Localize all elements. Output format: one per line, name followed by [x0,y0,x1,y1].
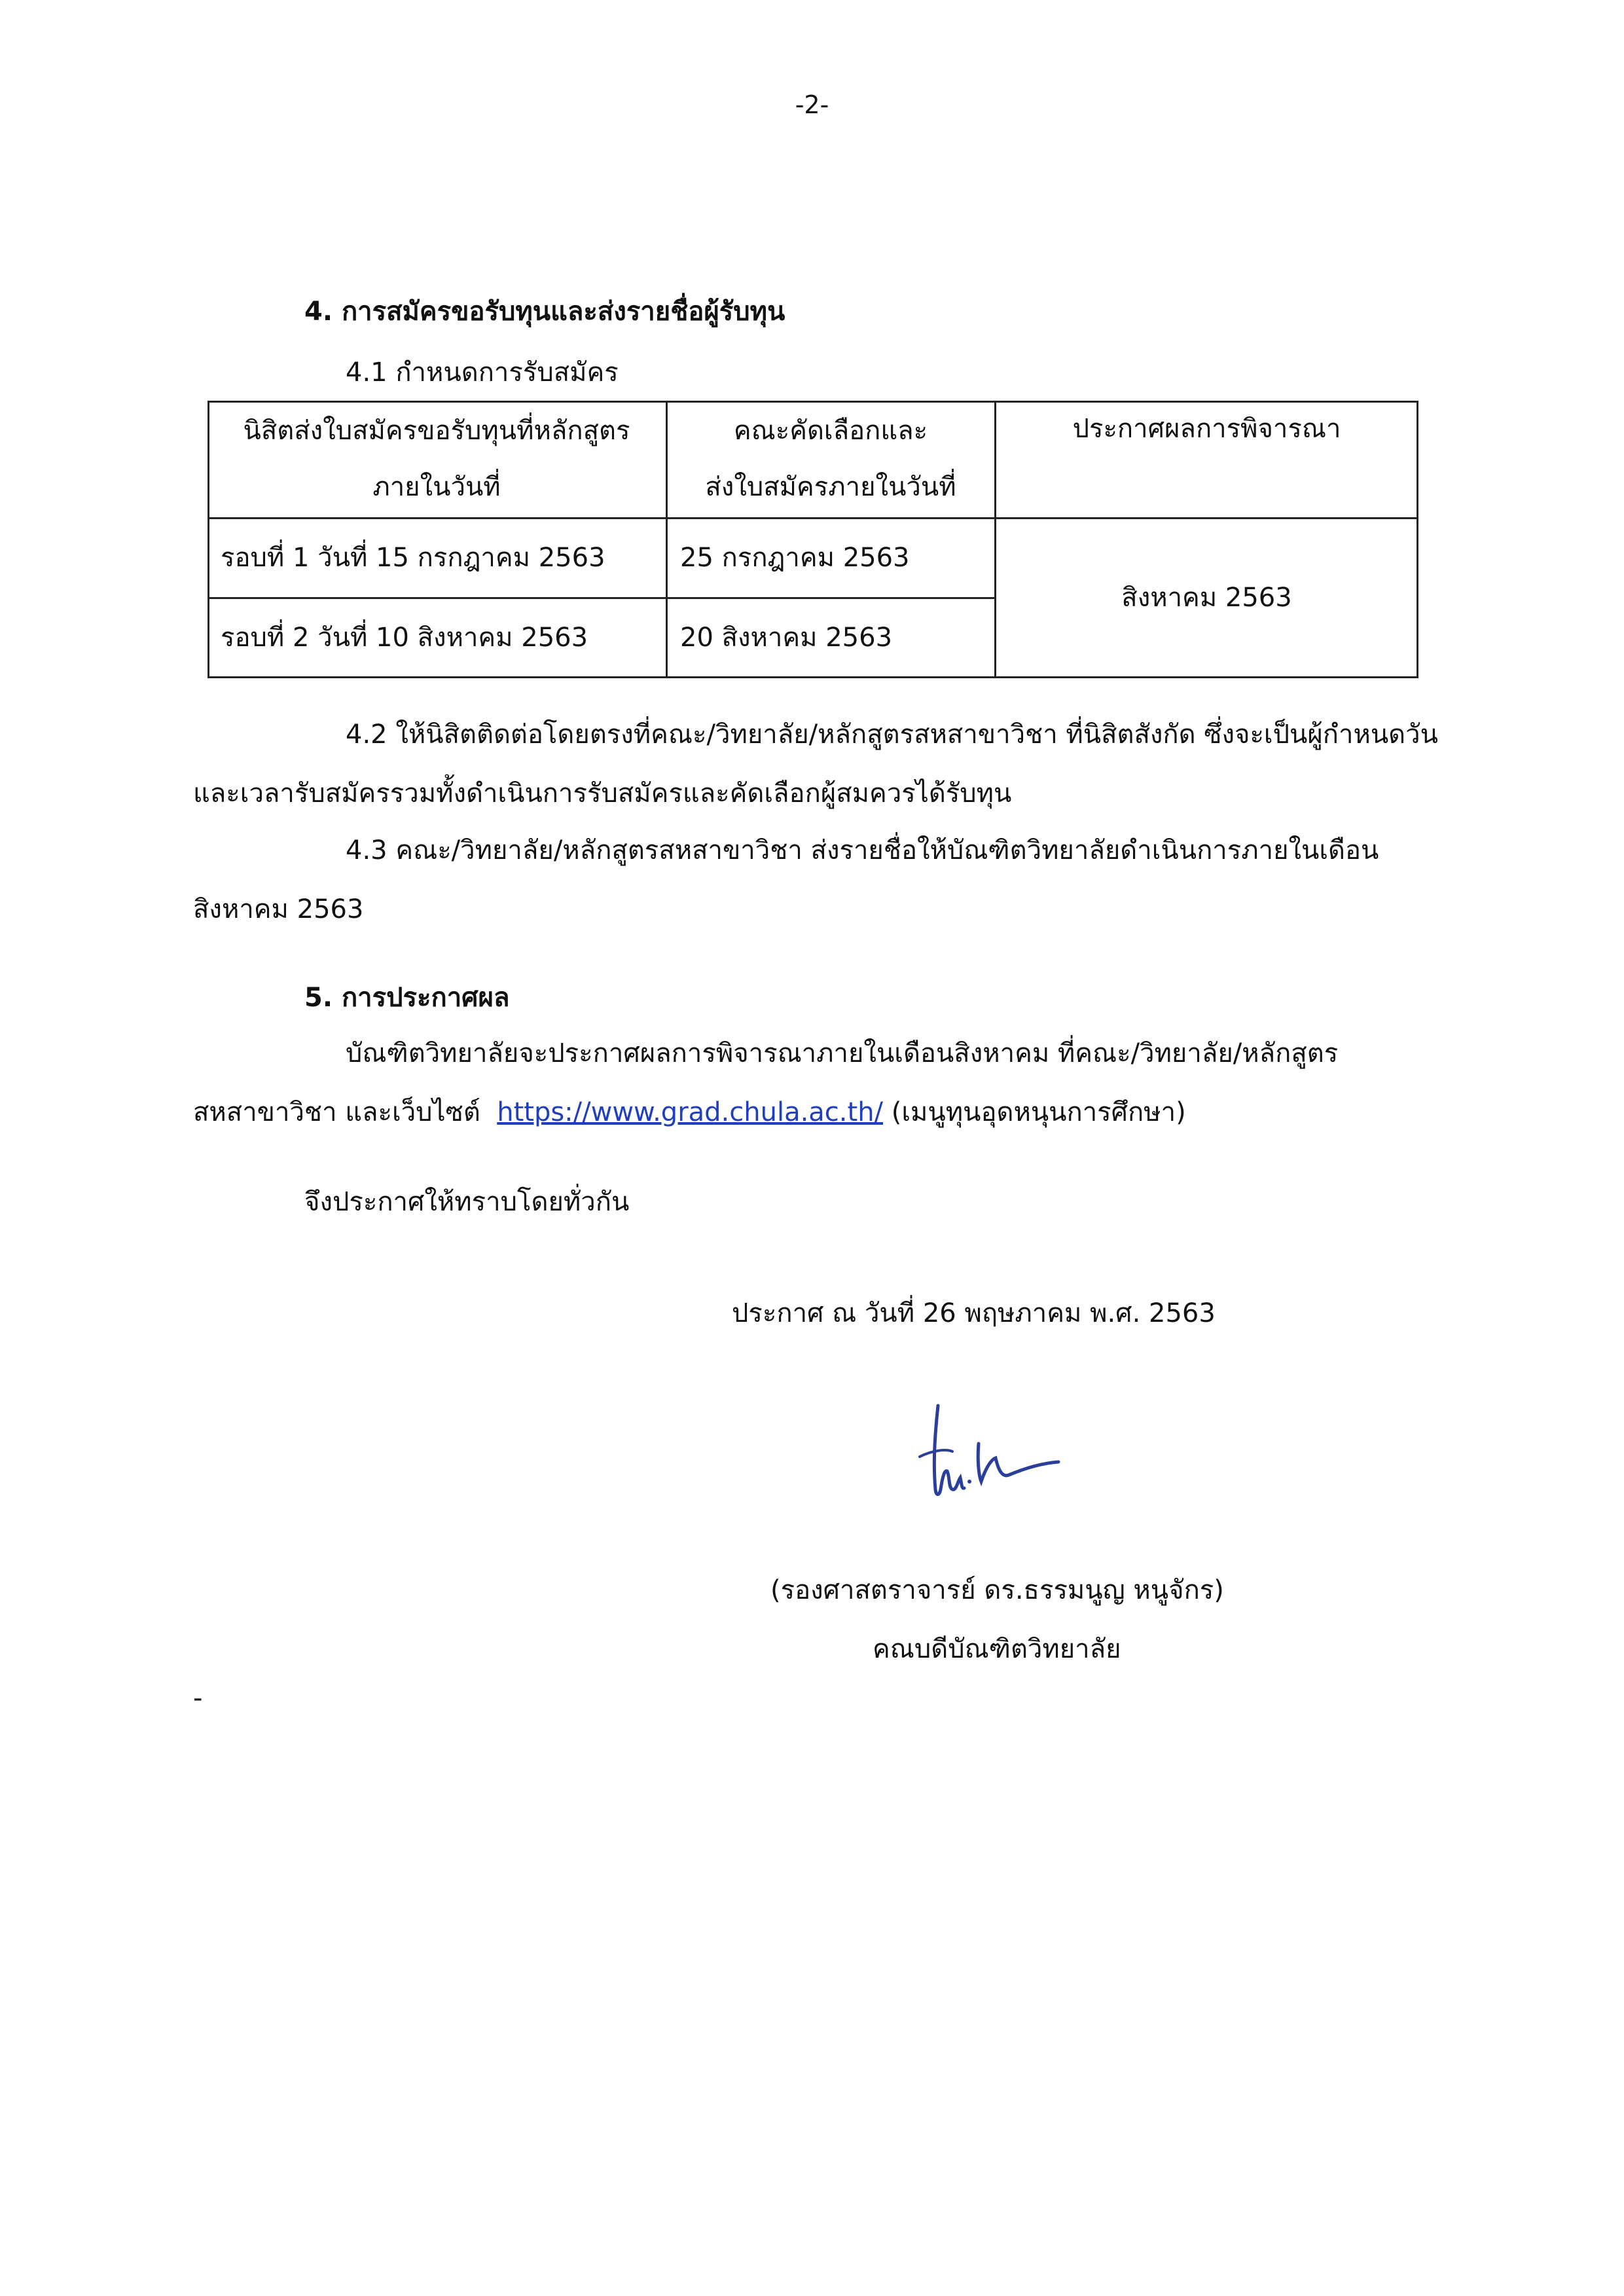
section-5-line-1: บัณฑิตวิทยาลัยจะประกาศผลการพิจารณาภายในเดือนสิงหาคม ที่คณะ/วิทยาลัย/หลักสูตร [346,1038,1339,1068]
header-line: ส่งใบสมัครภายในวันที่ [705,472,956,502]
header-line: ประกาศผลการพิจารณา [1072,414,1341,444]
table-merged-announcement: สิงหาคม 2563 [1121,583,1292,613]
paragraph-4-2-line-2: และเวลารับสมัครรวมทั้งดำเนินการรับสมัครและคัดเลือกผู้สมควรได้รับทุน [193,778,1012,809]
page-number: -2- [795,90,829,119]
table-row-2-faculty: 20 สิงหาคม 2563 [680,623,893,653]
closing-statement: จึงประกาศให้ทราบโดยทั่วกัน [304,1187,630,1217]
section-4-1-heading: 4.1 กำหนดการรับสมัคร [346,357,619,388]
paragraph-4-3-line-1: 4.3 คณะ/วิทยาลัย/หลักสูตรสหสาขาวิชา ส่งรายชื่อให้บัณฑิตวิทยาลัยดำเนินการภายในเดือน [346,835,1379,866]
signer-title: คณบดีบัณฑิตวิทยาลัย [873,1634,1121,1664]
table-header-faculty [667,401,994,517]
section-4-heading: 4. การสมัครขอรับทุนและส่งรายชื่อผู้รับทุน [304,297,785,327]
header-line: คณะคัดเลือกและ [733,416,928,446]
header-line: นิสิตส่งใบสมัครขอรับทุนที่หลักสูตร [243,416,630,446]
table-row-1-faculty: 25 กรกฎาคม 2563 [680,543,910,573]
menu-note: (เมนูทุนอุดหนุนการศึกษา) [891,1097,1186,1127]
paragraph-4-2-line-1: 4.2 ให้นิสิตติดต่อโดยตรงที่คณะ/วิทยาลัย/หลักสูตรสหสาขาวิชา ที่นิสิตสังกัด ซึ่งจะเป็นผู้กำหนดวัน [346,720,1438,750]
section-5-heading: 5. การประกาศผล [304,983,510,1013]
signer-name: (รองศาสตราจารย์ ดร.ธรรมนูญ หนูจักร) [770,1575,1224,1605]
signature-image [907,1398,1064,1509]
paragraph-4-3-line-2: สิงหาคม 2563 [193,894,364,924]
header-line: ภายในวันที่ [372,472,501,502]
table-header-announcement [996,401,1418,517]
table-row-1-submission: รอบที่ 1 วันที่ 15 กรกฎาคม 2563 [221,543,605,573]
table-row-2-submission: รอบที่ 2 วันที่ 10 สิงหาคม 2563 [221,623,588,653]
table-header-submission [208,401,666,517]
announcement-date: ประกาศ ณ วันที่ 26 พฤษภาคม พ.ศ. 2563 [732,1298,1216,1328]
footer-mark: - [193,1683,203,1713]
grad-website-link[interactable]: https://www.grad.chula.ac.th/ [497,1097,884,1127]
section-5-line-2 [193,1097,1186,1128]
website-label: สหสาขาวิชา และเว็บไซต์ [193,1097,480,1127]
schedule-table [208,401,1418,678]
